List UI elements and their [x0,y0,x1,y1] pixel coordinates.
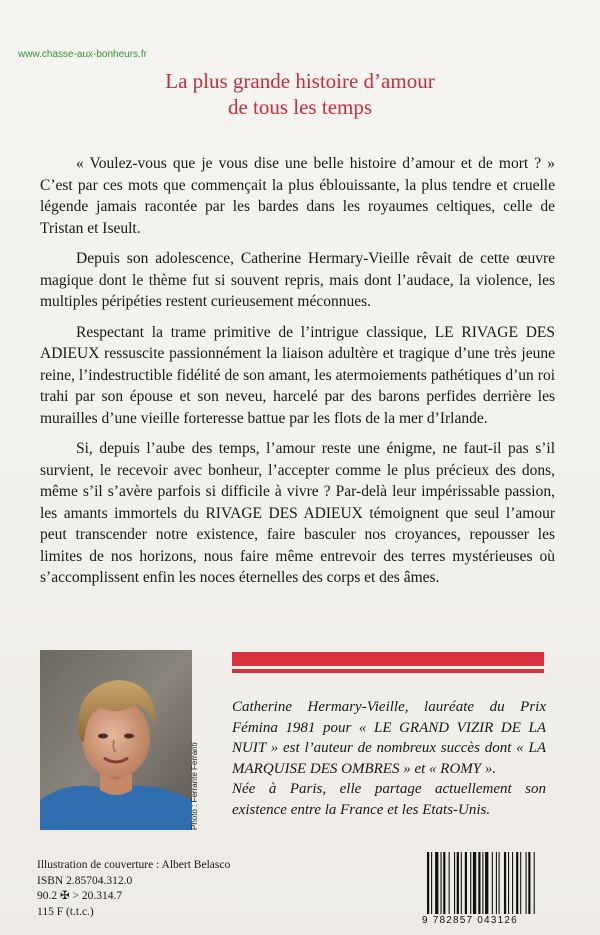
title-line-2: de tous les temps [227,95,373,119]
barcode-number: 9 782857 043126 [422,915,518,926]
synopsis-paragraph: Depuis son adolescence, Catherine Hermary-Vieille rêvait de cette œuvre magique dont le thème fut si souvent repris, mais dont l’audace, la violence, les multiples péripéties restent curieusement méconnues. [40,250,555,310]
synopsis-paragraph: Si, depuis l’aube des temps, l’amour reste une énigme, ne faut-il pas s’il survient, le recevoir avec bonheur, l’accepter comme le plus précieux des dons, même s’il s’avère parfois si difficile à vivre ? Par-delà leur impérissable passion, les amants immortels du RIVAGE DES ADIEUX témoignent que seul l’amour peut transcender notre existence, faire basculer nos croyances, repousser les limites de nos horizons, nous faire même entrevoir des terres mystérieuses où s’accomplissent enfin les noces éternelles des corps et des âmes. [40,440,555,586]
watermark-link[interactable]: www.chasse-aux-bonheurs.fr [18,49,147,60]
barcode-icon [425,852,565,914]
bio-paragraph: Catherine Hermary-Vieille, lauréate du Prix Fémina 1981 pour « LE GRAND VIZIR DE LA NUIT » est l’auteur de nombreux succès dont « LA MARQUISE DES OMBRES » et « ROMY ». [232,699,546,777]
isbn: ISBN 2.85704.312.0 [37,874,133,887]
synopsis-paragraph: Respectant la trame primitive de l’intrigue classique, LE RIVAGE DES ADIEUX ressuscite passionnément la liaison adultère et tragique d’une très jeune reine, l’indestructible fidélité de son amant, les atermoiements pathétiques d’un roi trahi par son épouse et son neveu, harcelé par des barons perfides derrière les murailles d’une vieille forteresse battue par les flots de la mer d’Irlande. [40,323,555,427]
author-photo [40,650,192,830]
author-portrait-image [40,650,192,830]
catalog-code: 90.2 ✠ > 20.314.7 [37,890,123,902]
price: 115 F (t.t.c.) [37,905,94,918]
cover-title [0,68,600,120]
synopsis [40,153,555,598]
synopsis-paragraph: « Voulez-vous que je vous dise une belle histoire d’amour et de mort ? » C’est par ces mots que commençait la plus éblouissante, la plus tendre et cruelle légende jamais racontée par les bardes dans les royaumes celtiques, celle de Tristan et Iseult. [40,155,555,237]
publication-info [37,858,230,920]
title-line-1: La plus grande histoire d’amour [165,69,435,93]
illustration-credit: Illustration de couverture : Albert Belasco [37,859,231,871]
author-bio [232,697,546,820]
bio-paragraph: Née à Paris, elle partage actuellement son existence entre la France et les Etats-Unis. [232,781,546,818]
photo-credit: Photo : Ferrante Ferranti [190,742,199,830]
red-stripe-divider [232,652,544,673]
